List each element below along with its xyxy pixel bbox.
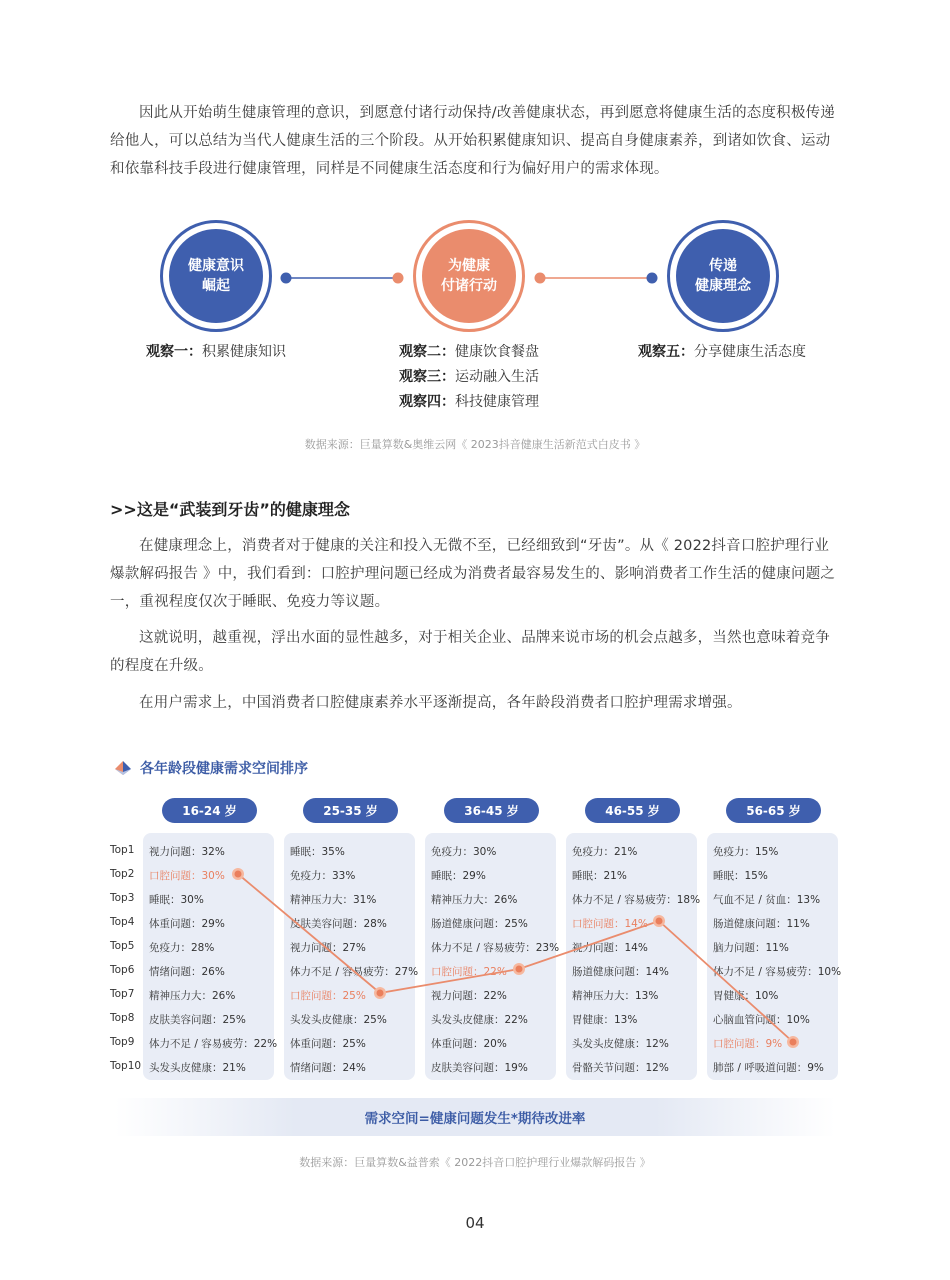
column-cell: 体力不足 / 容易疲劳：10% <box>713 966 842 978</box>
stage1-line1: 健康意识 <box>188 258 244 274</box>
section-paragraph-2: 这就说明，越重视，浮出水面的显性越多，对于相关企业、品牌来说市场的机会点越多，当然也意味着竞争的程度在升级。 <box>110 630 830 674</box>
intro-paragraph: 因此从开始萌生健康管理的意识，到愿意付诸行动保持/改善健康状态，再到愿意将健康生活的态度积极传递给他人，可以总结为当代人健康生活的三个阶段。从开始积累健康知识、提高自身健康素养，到诸如饮食、运动和依靠科技手段进行健康管理，同样是不同健康生活态度和行为偏好用户的需求体现。 <box>110 105 835 177</box>
column-cell: 骨骼关节问题：12% <box>572 1062 669 1074</box>
chart-logo-icon <box>113 759 133 777</box>
column-cell: 体力不足 / 容易疲劳：18% <box>572 894 701 906</box>
column-cell: 精神压力大：26% <box>431 894 518 906</box>
page-number: 04 <box>465 1214 485 1232</box>
column-cell: 免疫力：33% <box>290 870 356 882</box>
stage2-ring <box>413 220 525 332</box>
observation-4-text: 科技健康管理 <box>455 394 539 410</box>
age-column-25-35 <box>284 833 419 1080</box>
column-cell: 视力问题：32% <box>149 846 225 858</box>
column-cell-oral: 口腔问题：25% <box>290 990 366 1002</box>
column-cell: 视力问题：14% <box>572 942 648 954</box>
column-cell: 皮肤美容问题：19% <box>431 1062 528 1074</box>
observation-4 <box>399 391 539 411</box>
stage2-circle <box>422 229 516 323</box>
column-cell: 肠道健康问题：25% <box>431 918 528 930</box>
column-cell: 头发头皮健康：12% <box>572 1038 669 1050</box>
age-column-46-55 <box>566 833 701 1080</box>
column-cell: 免疫力：15% <box>713 846 779 858</box>
column-cell: 精神压力大：13% <box>572 990 659 1002</box>
column-cell: 体力不足 / 容易疲劳：22% <box>149 1038 278 1050</box>
observation-2 <box>399 341 539 361</box>
column-cell-oral: 口腔问题：22% <box>431 966 507 978</box>
observation-1 <box>146 341 286 361</box>
stage3-line2: 健康理念 <box>695 278 751 294</box>
row-label: Top6 <box>110 964 135 976</box>
column-cell: 头发头皮健康：22% <box>431 1014 528 1026</box>
column-cell: 免疫力：30% <box>431 846 497 858</box>
chart-source: 数据来源：巨量算数&益普索《 2022抖音口腔护理行业爆款解码报告 》 <box>299 1156 651 1169</box>
row-label: Top8 <box>110 1012 135 1024</box>
observation-5 <box>638 341 806 361</box>
formula-text: 需求空间=健康问题发生*期待改进率 <box>364 1111 586 1127</box>
column-cell: 情绪问题：24% <box>290 1062 366 1074</box>
column-cell: 心脑血管问题：10% <box>713 1014 810 1026</box>
column-cell: 精神压力大：31% <box>290 894 377 906</box>
column-cell-oral: 口腔问题：9% <box>713 1038 783 1050</box>
observation-2-text: 健康饮食餐盘 <box>455 344 539 360</box>
observation-3-text: 运动融入生活 <box>455 369 539 385</box>
formula-banner <box>115 1098 835 1136</box>
section-paragraph-1: 在健康理念上，消费者对于健康的关注和投入无微不至，已经细致到“牙齿”。从《 2022抖音口腔护理行业爆款解码报告 》中，我们看到：口腔护理问题已经成为消费者最容易发生的、影响消费者工作生活的健康问题之一，重视程度仅次于睡眠、免疫力等议题。 <box>110 538 836 610</box>
column-cell: 视力问题：27% <box>290 942 366 954</box>
observation-1-text: 积累健康知识 <box>202 344 286 360</box>
connector-dot <box>535 273 546 284</box>
row-label: Top10 <box>110 1060 142 1072</box>
stage1-circle <box>169 229 263 323</box>
age-column-56-65 <box>707 833 842 1080</box>
column-cell: 免疫力：21% <box>572 846 638 858</box>
stage3-line1: 传递 <box>709 258 737 274</box>
column-cell: 体重问题：25% <box>290 1038 366 1050</box>
stage3-circle <box>676 229 770 323</box>
observation-4-label: 观察四： <box>399 394 455 410</box>
age-pill-46-55: 46-55 岁 <box>585 798 680 823</box>
column-cell: 睡眠：30% <box>149 894 204 906</box>
column-cell-oral: 口腔问题：14% <box>572 918 648 930</box>
age-pill-16-24: 16-24 岁 <box>162 798 257 823</box>
connector-dot <box>647 273 658 284</box>
stages-source: 数据来源：巨量算数&奥维云网《 2023抖音健康生活新范式白皮书 》 <box>304 438 646 451</box>
column-cell: 气血不足 / 贫血：13% <box>713 894 821 906</box>
column-cell: 肠道健康问题：14% <box>572 966 669 978</box>
stage1-line2: 崛起 <box>202 278 230 294</box>
column-cell: 皮肤美容问题：25% <box>149 1014 246 1026</box>
stage2-line2: 付诸行动 <box>441 278 497 294</box>
chart-title: 各年龄段健康需求空间排序 <box>140 761 308 777</box>
column-cell: 睡眠：21% <box>572 870 627 882</box>
column-cell: 睡眠：35% <box>290 846 345 858</box>
column-cell: 头发头皮健康：21% <box>149 1062 246 1074</box>
age-pill-56-65: 56-65 岁 <box>726 798 821 823</box>
connector-dot <box>281 273 292 284</box>
observation-3 <box>399 366 539 386</box>
stage3-ring <box>667 220 779 332</box>
column-cell: 胃健康：13% <box>572 1014 638 1026</box>
stage1-ring <box>160 220 272 332</box>
section-heading: >>这是“武装到牙齿”的健康理念 <box>110 500 350 519</box>
column-cell: 睡眠：15% <box>713 870 768 882</box>
row-label: Top2 <box>110 868 135 880</box>
column-cell: 睡眠：29% <box>431 870 486 882</box>
column-cell: 体力不足 / 容易疲劳：23% <box>431 942 560 954</box>
row-label: Top1 <box>110 844 135 856</box>
column-cell: 免疫力：28% <box>149 942 215 954</box>
column-cell: 肠道健康问题：11% <box>713 918 810 930</box>
row-label: Top3 <box>110 892 135 904</box>
observation-5-text: 分享健康生活态度 <box>694 344 806 360</box>
column-cell: 体重问题：20% <box>431 1038 507 1050</box>
connector-dot <box>393 273 404 284</box>
column-cell: 情绪问题：26% <box>149 966 225 978</box>
observation-2-label: 观察二： <box>399 344 455 360</box>
column-cell: 精神压力大：26% <box>149 990 236 1002</box>
observation-3-label: 观察三： <box>399 369 455 385</box>
observation-5-label: 观察五： <box>638 344 694 360</box>
section-paragraph-3: 在用户需求上，中国消费者口腔健康素养水平逐渐提高，各年龄段消费者口腔护理需求增强。 <box>139 695 742 711</box>
age-column-36-45 <box>425 833 560 1080</box>
age-column-16-24 <box>143 833 278 1080</box>
row-label: Top5 <box>110 940 135 952</box>
column-cell: 肺部 / 呼吸道问题：9% <box>713 1062 824 1074</box>
column-cell: 皮肤美容问题：28% <box>290 918 387 930</box>
column-cell: 视力问题：22% <box>431 990 507 1002</box>
column-cell: 体重问题：29% <box>149 918 225 930</box>
column-cell: 脑力问题：11% <box>713 942 789 954</box>
column-cell: 头发头皮健康：25% <box>290 1014 387 1026</box>
age-pill-25-35: 25-35 岁 <box>303 798 398 823</box>
observation-1-label: 观察一： <box>146 344 202 360</box>
row-label: Top9 <box>110 1036 135 1048</box>
row-label: Top4 <box>110 916 135 928</box>
column-cell: 体力不足 / 容易疲劳：27% <box>290 966 419 978</box>
age-pill-36-45: 36-45 岁 <box>444 798 539 823</box>
stage2-line1: 为健康 <box>448 258 490 274</box>
row-label: Top7 <box>110 988 135 1000</box>
column-cell: 胃健康：10% <box>713 990 779 1002</box>
column-cell-oral: 口腔问题：30% <box>149 870 225 882</box>
